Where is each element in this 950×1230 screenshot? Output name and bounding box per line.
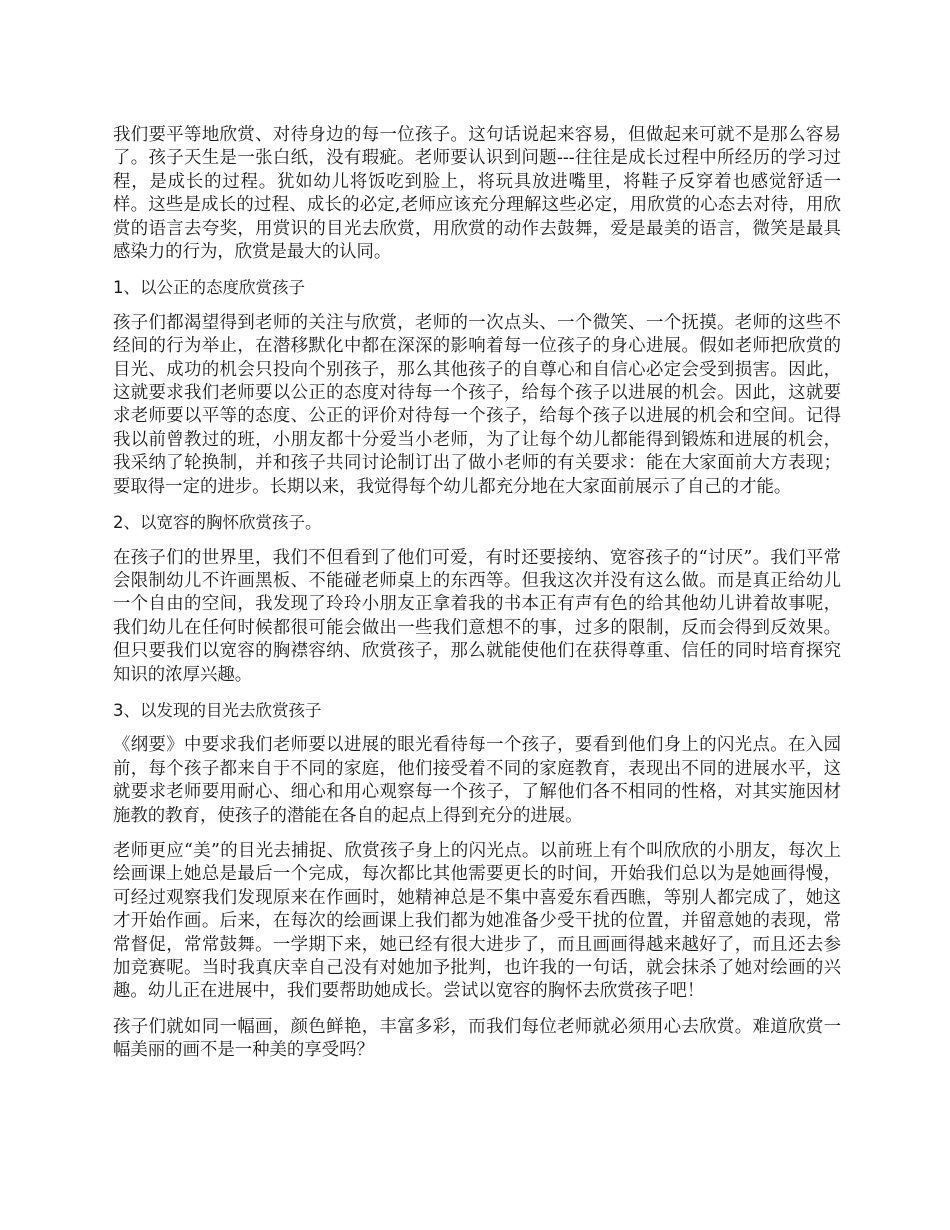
section-heading-3: 3、以发现的目光去欣赏孩子 xyxy=(113,700,322,720)
section-2-paragraph: 在孩子们的世界里，我们不但看到了他们可爱，有时还要接纳、宽容孩子的“讨厌”。我们平常会限制幼儿不许画黑板、不能碰老师桌上的东西等。但我这次并没有这么做。而是真正给幼儿一个自由的空间，我发现了玲玲小朋友正拿着我的书本正有声有色的给其他幼儿讲着故事呢，我们幼儿在任何时候都很可能会做出一些我们意想不的事，过多的限制，反而会得到反效果。但只要我们以宽容的胸襟容纳、欣赏孩子，那么就能使他们在获得尊重、信任的同时培育探究知识的浓厚兴趣。 xyxy=(113,547,841,685)
closing-paragraph: 孩子们就如同一幅画，颜色鲜艳，丰富多彩，而我们每位老师就必须用心去欣赏。难道欣赏一幅美丽的画不是一种美的享受吗？ xyxy=(113,1016,841,1061)
section-1-paragraph: 孩子们都渴望得到老师的关注与欣赏，老师的一次点头、一个微笑、一个抚摸。老师的这些不经间的行为举止，在潜移默化中都在深深的影响着每一位孩子的身心进展。假如老师把欣赏的目光、成功的机会只投向个别孩子，那么其他孩子的自尊心和自信心必定会受到损害。因此，这就要求我们老师要以公正的态度对待每一个孩子，给每个孩子以进展的机会。因此，这就要求老师要以平等的态度、公正的评价对待每一个孩子，给每个孩子以进展的机会和空间。记得我以前曾教过的班，小朋友都十分爱当小老师，为了让每个幼儿都能得到锻炼和进展的机会，我采纳了轮换制，并和孩子共同讨论制订出了做小老师的有关要求：能在大家面前大方表现；要取得一定的进步。长期以来，我觉得每个幼儿都充分地在大家面前展示了自己的才能。 xyxy=(113,312,841,497)
section-heading-2: 2、以宽容的胸怀欣赏孩子。 xyxy=(113,513,322,533)
intro-paragraph: 我们要平等地欣赏、对待身边的每一位孩子。这句话说起来容易，但做起来可就不是那么容易了。孩子天生是一张白纸，没有瑕疵。老师要认识到问题---往往是成长过程中所经历的学习过程，是成长的过程。犹如幼儿将饭吃到脸上，将玩具放进嘴里，将鞋子反穿着也感觉舒适一样。这些是成长的过程、成长的必定,老师应该充分理解这些必定，用欣赏的心态去对待，用欣赏的语言去夸奖，用赏识的目光去欣赏，用欣赏的动作去鼓舞，爱是最美的语言，微笑是最具感染力的行为，欣赏是最大的认同。 xyxy=(113,125,841,263)
document-body xyxy=(113,124,841,1075)
section-3-paragraph-1: 《纲要》中要求我们老师要以进展的眼光看待每一个孩子，要看到他们身上的闪光点。在入园前，每个孩子都来自于不同的家庭，他们接受着不同的家庭教育，表现出不同的进展水平，这就要求老师要用耐心、细心和用心观察每一个孩子，了解他们各不相同的性格，对其实施因材施教的教育，使孩子的潜能在各自的起点上得到充分的进展。 xyxy=(113,735,841,826)
section-3-paragraph-2: 老师更应“美”的目光去捕捉、欣赏孩子身上的闪光点。以前班上有个叫欣欣的小朋友，每次上绘画课上她总是最后一个完成，每次都比其他需要更长的时间，开始我们总以为是她画得慢，可经过观察我们发现原来在作画时，她精神总是不集中喜爱东看西瞧，等别人都完成了，她这才开始作画。后来，在每次的绘画课上我们都为她准备少受干扰的位置，并留意她的表现，常常督促，常常鼓舞。一学期下来，她已经有很大进步了，而且画画得越来越好了，而且还去参加竞赛呢。当时我真庆幸自己没有对她加予批判，也许我的一句话，就会抹杀了她对绘画的兴趣。幼儿正在进展中，我们要帮助她成长。尝试以宽容的胸怀去欣赏孩子吧！ xyxy=(113,840,841,1002)
section-heading-1: 1、以公正的态度欣赏孩子 xyxy=(113,278,305,298)
